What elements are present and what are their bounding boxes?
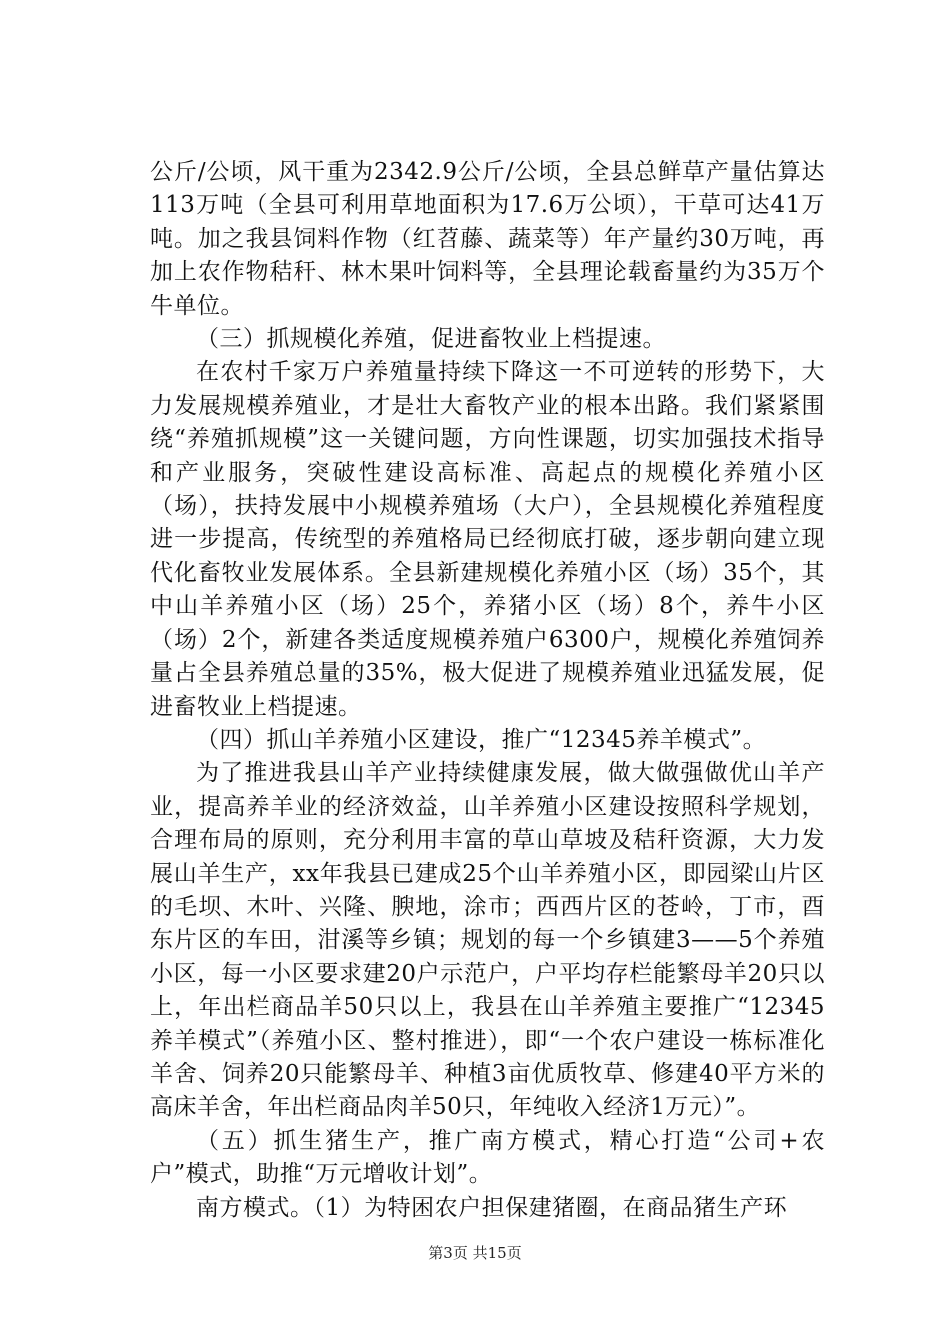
heading-goat-community: （四）抓山羊养殖小区建设，推广“12345养羊模式”。 xyxy=(196,726,767,753)
document-body xyxy=(150,156,825,1225)
paragraph-southern-model: 南方模式。（1）为特困农户担保建猪圈，在商品猪生产环 xyxy=(196,1194,788,1221)
page-footer: 第3页 共15页 xyxy=(428,1244,522,1262)
paragraph-forage-yield: 公斤/公顷，风干重为2342.9公斤/公顷，全县总鲜草产量估算达113万吨（全县可利用草地面积为17.6万公顷），干草可达41万吨。加之我县饲料作物（红苕藤、蔬菜等）年产量约30万吨，再加上农作物秸秆、林木果叶饲料等，全县理论载畜量约为35万个牛单位。 xyxy=(150,159,825,319)
paragraph-goat-community: 为了推进我县山羊产业持续健康发展，做大做强做优山羊产业，提高养羊业的经济效益，山羊养殖小区建设按照科学规划，合理布局的原则，充分利用丰富的草山草坡及秸秆资源，大力发展山羊生产，xx年我县已建成25个山羊养殖小区，即园梁山片区的毛坝、木叶、兴隆、腴地，涂市；西西片区的苍岭，丁市，酉东片区的车田，泔溪等乡镇；规划的每一个乡镇建3——5个养殖小区，每一小区要求建20户示范户，户平均存栏能繁母羊20只以上，年出栏商品羊50只以上，我县在山羊养殖主要推广“12345养羊模式”（养殖小区、整村推进），即“一个农户建设一栋标准化羊舍、饲养20只能繁母羊、种植3亩优质牧草、修建40平方米的高床羊舍，年出栏商品肉羊50只，年纯收入经济1万元）”。 xyxy=(150,760,825,1121)
heading-pig-production: （五）抓生猪生产，推广南方模式，精心打造“公司+农户”模式，助推“万元增收计划”。 xyxy=(150,1127,825,1188)
heading-scale-farming: （三）抓规模化养殖，促进畜牧业上档提速。 xyxy=(196,326,666,353)
paragraph-scale-farming: 在农村千家万户养殖量持续下降这一不可逆转的形势下，大力发展规模养殖业，才是壮大畜牧产业的根本出路。我们紧紧围绕“养殖抓规模”这一关键问题，方向性课题，切实加强技术指导和产业服务，突破性建设高标准、高起点的规模化养殖小区（场），扶持发展中小规模养殖场（大户），全县规模化养殖程度进一步提高，传统型的养殖格局已经彻底打破，逐步朝向建立现代化畜牧业发展体系。全县新建规模化养殖小区（场）35个，其中山羊养殖小区（场）25个，养猪小区（场）8个，养牛小区（场）2个，新建各类适度规模养殖户6300户，规模化养殖饲养量占全县养殖总量的35%，极大促进了规模养殖业迅猛发展，促进畜牧业上档提速。 xyxy=(150,359,825,720)
